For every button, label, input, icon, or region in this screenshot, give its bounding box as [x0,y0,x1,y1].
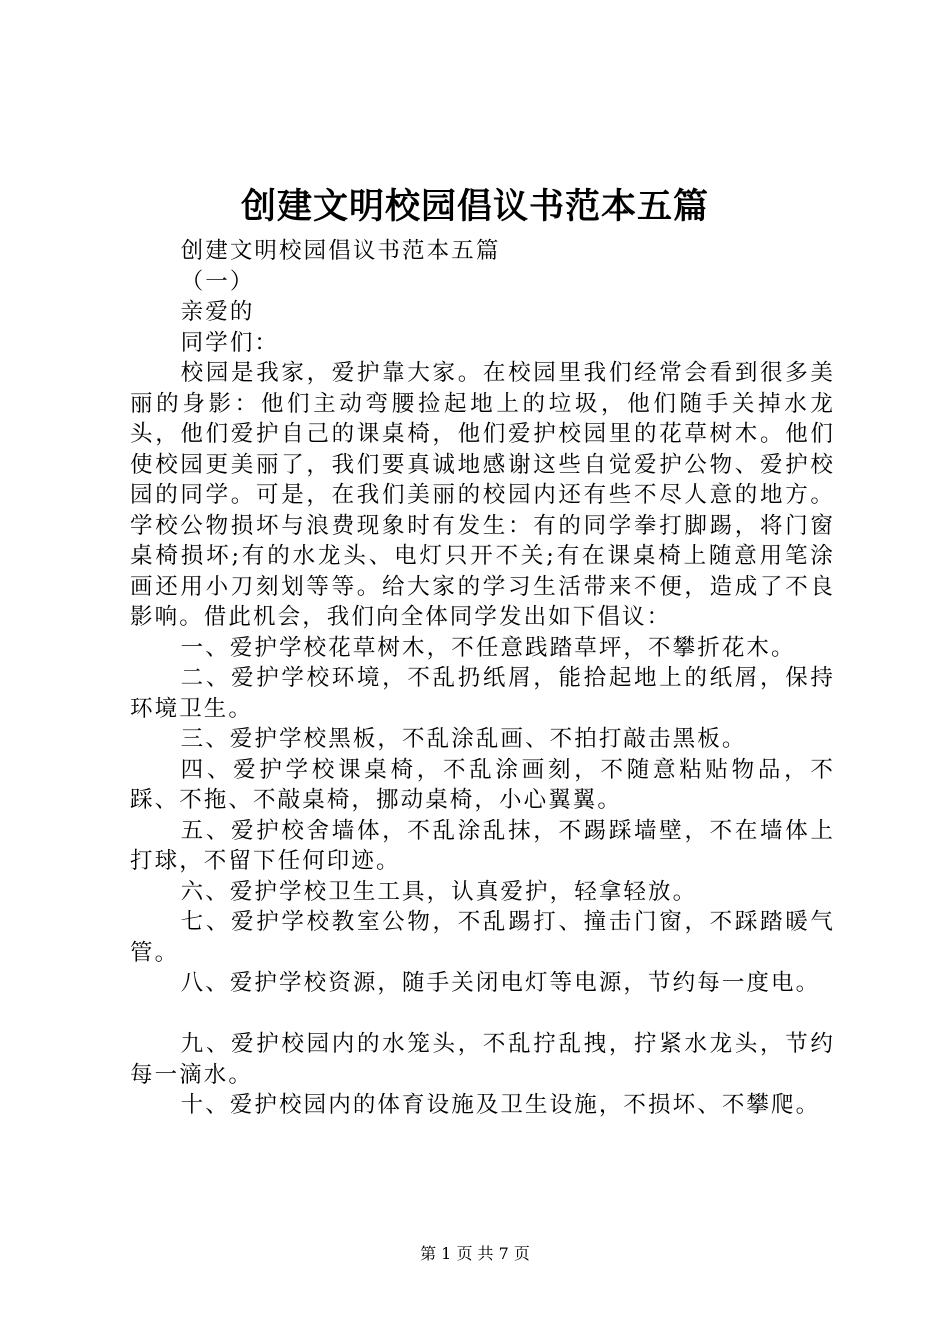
paragraph-item-8: 八、爱护学校资源，随手关闭电灯等电源，节约每一度电。 [180,970,821,996]
paragraph-item-5: 五、爱护校舍墙体，不乱涂乱抹，不踢踩墙壁，不在墙体上打球，不留下任何印迹。 [130,817,835,874]
page-footer: 第 1 页 共 7 页 [420,1244,530,1263]
paragraph-item-4: 四、爱护学校课桌椅，不乱涂画刻，不随意粘贴物品，不踩、不拖、不敲桌椅，挪动桌椅，小心翼翼。 [130,756,835,813]
paragraph-item-2: 二、爱护学校环境，不乱扔纸屑，能拾起地上的纸屑，保持环境卫生。 [130,665,835,722]
paragraph-item-1: 一、爱护学校花草树木，不任意践踏草坪，不攀折花木。 [180,634,796,661]
paragraph-section-number: （一） [180,268,255,295]
paragraph-item-7: 七、爱护学校教室公物，不乱踢打、撞击门窗，不踩踏暖气管。 [130,909,835,966]
paragraph-item-3: 三、爱护学校黑板，不乱涂乱画、不拍打敲击黑板。 [180,726,747,752]
paragraph-salutation-1: 亲爱的 [180,299,255,325]
paragraph-item-10: 十、爱护校园内的体育设施及卫生设施，不损坏、不攀爬。 [180,1092,821,1118]
paragraph-intro: 校园是我家，爱护靠大家。在校园里我们经常会看到很多美丽的身影：他们主动弯腰捡起地上的垃圾，他们随手关掉水龙头，他们爱护自己的课桌椅，他们爱护校园里的花草树木。他们使校园更美丽了，我们要真诚地感谢这些自觉爱护公物、爱护校园的同学。可是，在我们美丽的校园内还有些不尽人意的地方。学校公物损坏与浪费现象时有发生：有的同学拳打脚踢，将门窗桌椅损坏;有的水龙头、电灯只开不关;有在课桌椅上随意用笔涂画还用小刀刻划等等。给大家的学习生活带来不便，造成了不良影响。借此机会，我们向全体同学发出如下倡议： [130,360,835,630]
paragraph-salutation-2: 同学们： [180,329,280,356]
paragraph-subtitle: 创建文明校园倡议书范本五篇 [180,238,501,264]
paragraph-item-6: 六、爱护学校卫生工具，认真爱护，轻拿轻放。 [180,878,698,905]
document-title: 创建文明校园倡议书范本五篇 [240,186,709,227]
paragraph-item-9: 九、爱护校园内的水笼头，不乱拧乱拽，拧紧水龙头，节约每一滴水。 [130,1031,835,1088]
document-body [130,236,835,1121]
